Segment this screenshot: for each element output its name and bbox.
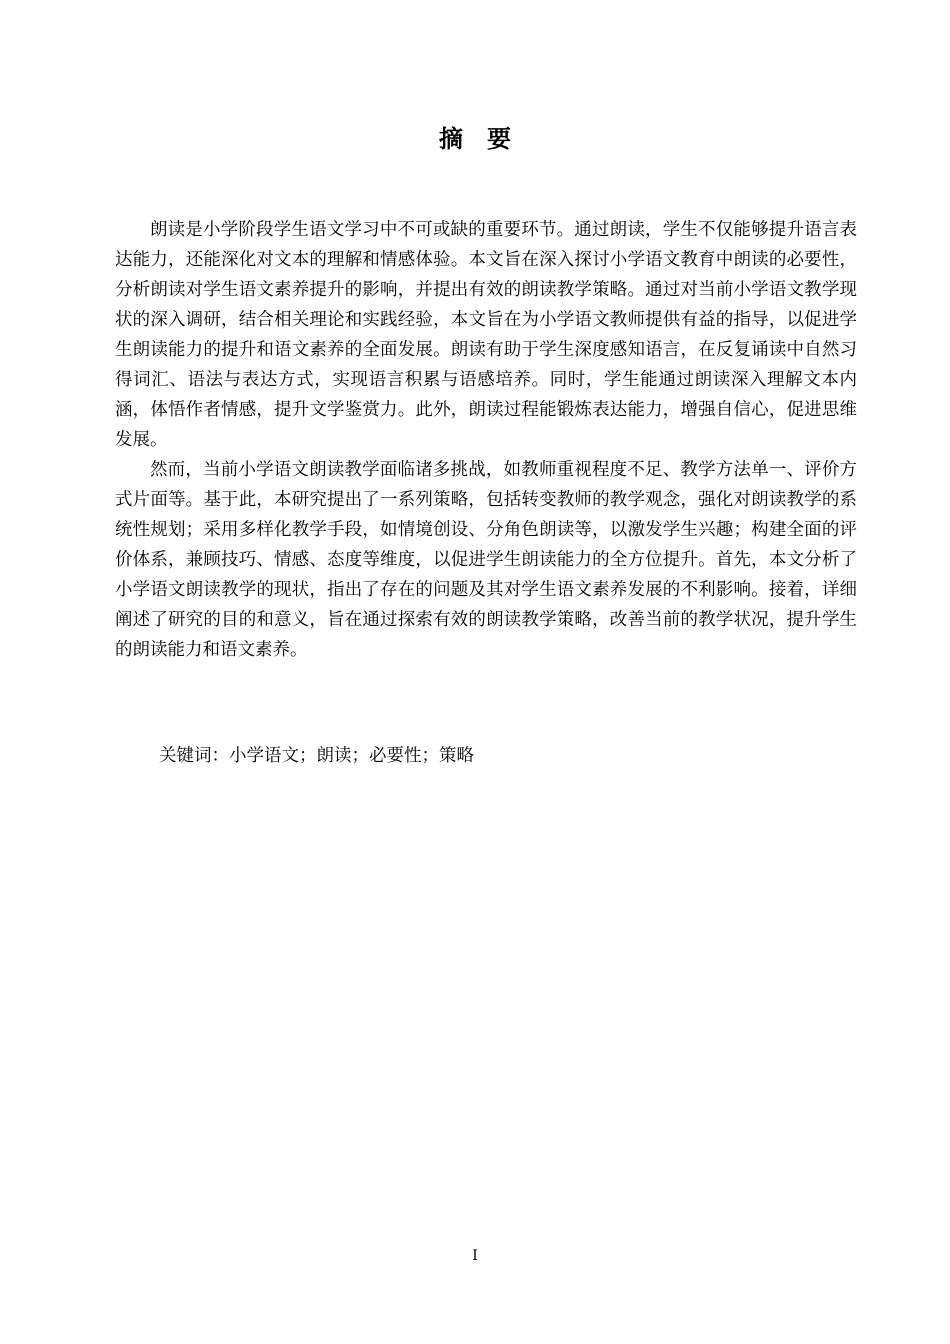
page-number: I	[472, 1248, 478, 1264]
keywords-line: 关键词：小学语文；朗读；必要性；策略	[159, 746, 474, 766]
abstract-body	[115, 215, 857, 665]
abstract-title: 摘要	[439, 124, 535, 153]
abstract-paragraph-1: 朗读是小学阶段学生语文学习中不可或缺的重要环节。通过朗读，学生不仅能够提升语言表达能力，还能深化对文本的理解和情感体验。本文旨在深入探讨小学语文教育中朗读的必要性，分析朗读对学生语文素养提升的影响，并提出有效的朗读教学策略。通过对当前小学语文教学现状的深入调研，结合相关理论和实践经验，本文旨在为小学语文教师提供有益的指导，以促进学生朗读能力的提升和语文素养的全面发展。朗读有助于学生深度感知语言，在反复诵读中自然习得词汇、语法与表达方式，实现语言积累与语感培养。同时，学生能通过朗读深入理解文本内涵，体悟作者情感，提升文学鉴赏力。此外，朗读过程能锻炼表达能力，增强自信心，促进思维发展。	[115, 220, 857, 450]
abstract-paragraph-2: 然而，当前小学语文朗读教学面临诸多挑战，如教师重视程度不足、教学方法单一、评价方式片面等。基于此，本研究提出了一系列策略，包括转变教师的教学观念，强化对朗读教学的系统性规划；采用多样化教学手段，如情境创设、分角色朗读等，以激发学生兴趣；构建全面的评价体系，兼顾技巧、情感、态度等维度，以促进学生朗读能力的全方位提升。首先，本文分析了小学语文朗读教学的现状，指出了存在的问题及其对学生语文素养发展的不利影响。接着，详细阐述了研究的目的和意义，旨在通过探索有效的朗读教学策略，改善当前的教学状况，提升学生的朗读能力和语文素养。	[115, 460, 857, 660]
